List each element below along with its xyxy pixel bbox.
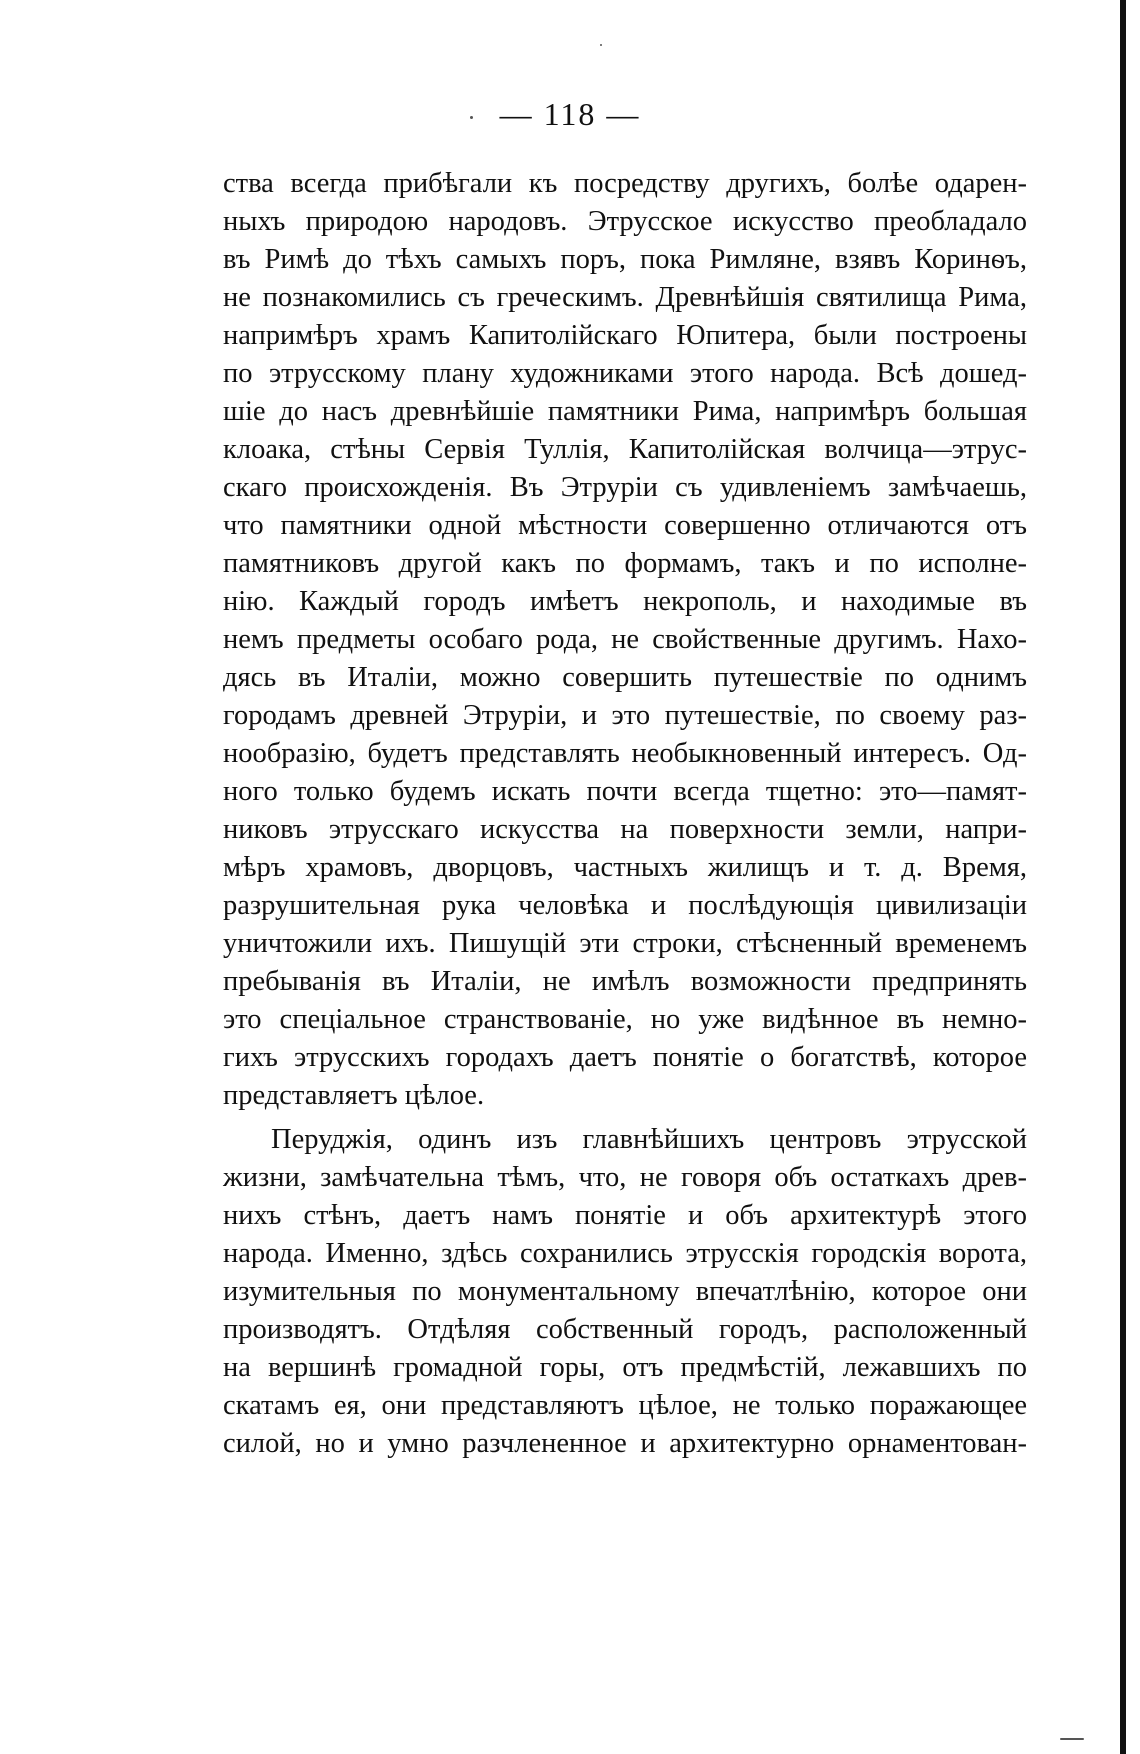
text-line: немъ предметы особаго рода, не свойственные другимъ. Нахо- (223, 624, 1027, 655)
text-line: гихъ этрусскихъ городахъ даетъ понятіе о богатствѣ, которое (223, 1042, 1027, 1073)
text-line: памятниковъ другой какъ по формамъ, такъ и по исполне- (223, 548, 1027, 579)
text-line: городамъ древней Этруріи, и это путешествіе, по своему раз- (223, 700, 1027, 731)
text-line: представляетъ цѣлое. (223, 1080, 485, 1111)
text-line: народа. Именно, здѣсь сохранились этрусскія городскія ворота, (223, 1238, 1027, 1269)
text-line: нію. Каждый городъ имѣетъ некрополь, и находимые въ (223, 586, 1027, 617)
text-line: не познакомились съ греческимъ. Древнѣйшія святилища Рима, (223, 282, 1027, 313)
page-number: — 118 — (499, 96, 641, 132)
text-line: мѣръ храмовъ, дворцовъ, частныхъ жилищъ и т. д. Время, (223, 852, 1027, 883)
text-line: скатамъ ея, они представляютъ цѣлое, не только поражающее (223, 1390, 1027, 1421)
text-line: жизни, замѣчательна тѣмъ, что, не говоря объ остаткахъ древ- (223, 1162, 1027, 1193)
scan-speck (1060, 1738, 1084, 1740)
text-line: разрушительная рука человѣка и послѣдующія цивилизаціи (223, 890, 1027, 921)
text-line: это спеціальное странствованіе, но уже видѣнное въ немно- (223, 1004, 1027, 1035)
text-line: напримѣръ храмъ Капитолійскаго Юпитера, были построены (223, 320, 1027, 351)
page-binding-edge (1120, 0, 1126, 1754)
text-line: скаго происхожденія. Въ Этруріи съ удивленіемъ замѣчаешь, (223, 472, 1027, 503)
scan-speck (600, 44, 602, 46)
text-line: силой, но и умно разчлененное и архитектурно орнаментован- (223, 1428, 1027, 1459)
text-line: ныхъ природою народовъ. Этрусское искусство преобладало (223, 206, 1027, 237)
text-line: шіе до насъ древнѣйшіе памятники Рима, напримѣръ большая (223, 396, 1027, 427)
text-line: ства всегда прибѣгали къ посредству другихъ, болѣе одарен- (223, 168, 1027, 199)
text-line: нихъ стѣнъ, даетъ намъ понятіе и объ архитектурѣ этого (223, 1200, 1027, 1231)
text-line: въ Римѣ до тѣхъ самыхъ поръ, пока Римляне, взявъ Коринѳъ, (223, 244, 1027, 275)
text-line: ного только будемъ искать почти всегда тщетно: это—памят- (223, 776, 1027, 807)
text-line: дясь въ Италіи, можно совершить путешествіе по однимъ (223, 662, 1027, 693)
text-line: пребыванія въ Италіи, не имѣлъ возможности предпринять (223, 966, 1027, 997)
text-line: никовъ этрусскаго искусства на поверхности земли, напри- (223, 814, 1027, 845)
text-line: нообразію, будетъ представлять необыкновенный интересъ. Од- (223, 738, 1027, 769)
text-line: на вершинѣ громадной горы, отъ предмѣстій, лежавшихъ по (223, 1352, 1027, 1383)
text-line: Перуджія, одинъ изъ главнѣйшихъ центровъ этрусской (271, 1124, 1027, 1155)
text-line: по этрусскому плану художниками этого народа. Всѣ дошед- (223, 358, 1027, 389)
text-line: что памятники одной мѣстности совершенно отличаются отъ (223, 510, 1027, 541)
text-line: уничтожили ихъ. Пишущій эти строки, стѣсненный временемъ (223, 928, 1027, 959)
text-line: клоака, стѣны Сервія Туллія, Капитолійская волчица—этрус- (223, 434, 1027, 465)
text-line: производятъ. Отдѣляя собственный городъ, расположенный (223, 1314, 1027, 1345)
text-line: изумительныя по монументальному впечатлѣнію, которое они (223, 1276, 1027, 1307)
